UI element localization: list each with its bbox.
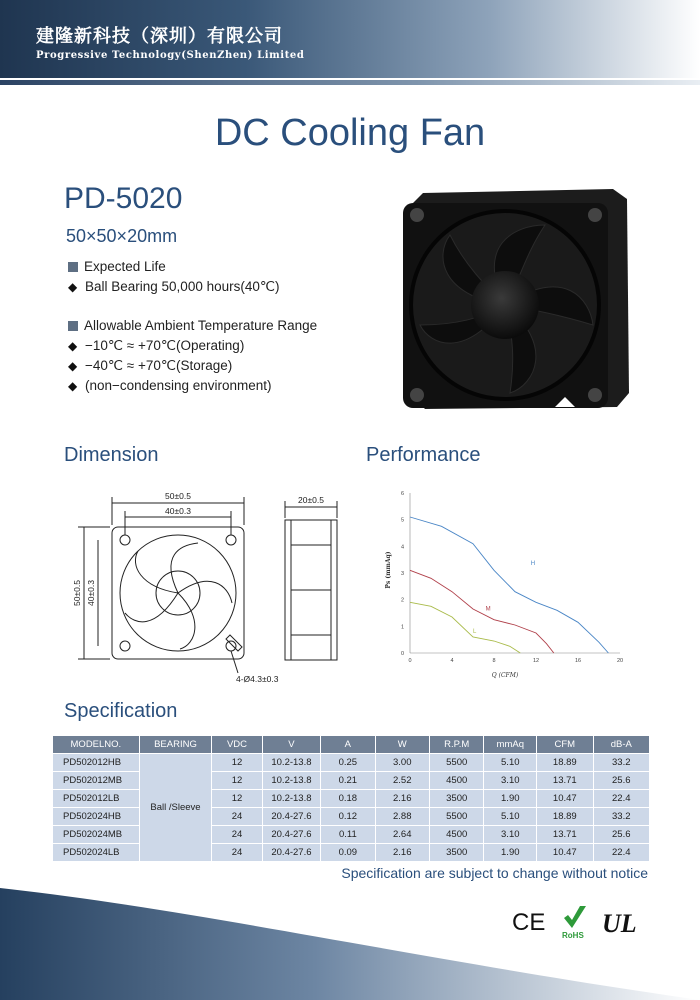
height-outer-label: 50±0.5 [72,580,82,606]
header-divider [0,80,700,85]
chart-ylabel: Ps (mmAq) [385,551,392,589]
header-a: A [321,736,375,754]
company-name-en: Progressive Technology(ShenZhen) Limited [36,50,305,61]
header-dba: dB-A [593,736,649,754]
specification-heading: Specification [64,700,178,722]
life-heading [68,259,166,274]
cell-a: 0.11 [321,826,375,844]
cell-mmaq: 1.90 [484,844,537,862]
cell-w: 2.88 [375,808,429,826]
cell-v: 20.4-27.6 [262,826,320,844]
fan-product-image [395,185,635,417]
header-rpm: R.P.M [429,736,484,754]
cell-rpm: 5500 [429,808,484,826]
header-w: W [375,736,429,754]
disclaimer-note: Specification are subject to change without notice [341,865,648,881]
y-tick-label: 0 [400,651,404,657]
cell-dba: 25.6 [593,826,649,844]
y-tick-label: 1 [400,624,404,631]
header-modelno: MODELNO. [53,736,140,754]
cell-mmaq: 3.10 [484,772,537,790]
cell-mmaq: 5.10 [484,754,537,772]
cell-v: 10.2-13.8 [262,772,320,790]
cell-cfm: 10.47 [537,790,593,808]
performance-heading: Performance [366,444,481,466]
company-name-cn: 建隆新科技（深圳）有限公司 [36,26,283,47]
temp-storage-text: −40℃ ≈ +70℃(Storage) [85,358,233,373]
cell-w: 2.64 [375,826,429,844]
series-label-m: M [485,606,491,613]
cell-dba: 22.4 [593,844,649,862]
cell-w: 2.16 [375,844,429,862]
cell-a: 0.18 [321,790,375,808]
temp-note-text: (non−condensing environment) [85,378,272,393]
holes-label: 4-Ø4.3±0.3 [236,674,279,684]
series-line-m [410,570,554,653]
cell-cfm: 18.89 [537,808,593,826]
cell-rpm: 4500 [429,772,484,790]
cell-rpm: 4500 [429,826,484,844]
y-tick-label: 3 [400,571,404,577]
cell-rpm: 3500 [429,790,484,808]
series-line-l [410,602,520,653]
specification-table [52,735,650,862]
cell-v: 20.4-27.6 [262,844,320,862]
square-bullet-icon [68,262,78,272]
diamond-bullet-icon: ◆ [68,280,78,294]
x-tick-label: 8 [492,658,496,664]
cell-w: 2.16 [375,790,429,808]
cell-mmaq: 3.10 [484,826,537,844]
product-size: 50×50×20mm [66,226,178,246]
square-bullet-icon [68,321,78,331]
cell-mmaq: 1.90 [484,790,537,808]
header-cfm: CFM [537,736,593,754]
series-label-l: L [473,629,477,635]
cell-mmaq: 5.10 [484,808,537,826]
cell-a: 0.25 [321,754,375,772]
cell-vdc: 24 [212,844,263,862]
header-mmaq: mmAq [484,736,537,754]
series-label-h: H [530,561,536,567]
cell-vdc: 24 [212,826,263,844]
cell-a: 0.12 [321,808,375,826]
page-title: DC Cooling Fan [214,112,486,154]
temp-heading [68,318,317,333]
cell-cfm: 10.47 [537,844,593,862]
header-bearing: BEARING [139,736,212,754]
rohs-mark: RoHS [562,931,584,940]
dimension-heading: Dimension [64,444,159,466]
series-line-h [410,517,608,653]
y-tick-label: 5 [400,517,404,524]
cell-a: 0.21 [321,772,375,790]
cell-model: PD502012LB [53,790,140,808]
cell-dba: 22.4 [593,790,649,808]
y-tick-label: 2 [400,597,404,604]
cell-v: 20.4-27.6 [262,808,320,826]
header-v: V [262,736,320,754]
diamond-bullet-icon: ◆ [68,339,78,353]
life-value [68,279,280,295]
cell-vdc: 12 [212,790,263,808]
cell-vdc: 12 [212,754,263,772]
depth-label: 20±0.5 [298,495,324,505]
cell-vdc: 12 [212,772,263,790]
performance-chart [380,485,630,680]
ce-mark: CE [512,909,546,936]
cell-cfm: 13.71 [537,772,593,790]
ul-mark: UL [602,909,637,938]
rohs-check-icon [564,906,586,928]
cell-model: PD502024HB [53,808,140,826]
cell-model: PD502024MB [53,826,140,844]
cell-v: 10.2-13.8 [262,790,320,808]
product-model: PD-5020 [64,182,183,215]
y-tick-label: 6 [400,491,404,497]
temp-heading-text: Allowable Ambient Temperature Range [84,318,318,333]
chart-xlabel: Q (CFM) [491,672,519,679]
life-heading-text: Expected Life [84,259,166,274]
cell-dba: 33.2 [593,808,649,826]
certification-logos [512,900,652,942]
x-tick-label: 12 [532,658,540,664]
cell-rpm: 3500 [429,844,484,862]
dimension-drawing [70,485,350,685]
life-value-text: Ball Bearing 50,000 hours(40℃) [85,279,280,294]
temp-operating-text: −10℃ ≈ +70℃(Operating) [85,338,245,353]
cell-v: 10.2-13.8 [262,754,320,772]
cell-dba: 25.6 [593,772,649,790]
x-tick-label: 4 [450,658,454,664]
cell-a: 0.09 [321,844,375,862]
cell-model: PD502012HB [53,754,140,772]
header-vdc: VDC [212,736,263,754]
cell-rpm: 5500 [429,754,484,772]
height-inner-label: 40±0.3 [86,580,96,606]
cell-cfm: 18.89 [537,754,593,772]
cell-model: PD502024LB [53,844,140,862]
cell-cfm: 13.71 [537,826,593,844]
cell-dba: 33.2 [593,754,649,772]
table-row [53,754,650,772]
diamond-bullet-icon: ◆ [68,359,78,373]
x-tick-label: 0 [408,658,412,664]
cell-w: 3.00 [375,754,429,772]
diamond-bullet-icon: ◆ [68,379,78,393]
cell-w: 2.52 [375,772,429,790]
cell-model: PD502012MB [53,772,140,790]
width-inner-label: 40±0.3 [165,506,191,516]
table-header-row [53,736,650,754]
y-tick-label: 4 [400,544,404,551]
cell-vdc: 24 [212,808,263,826]
cell-bearing: Ball /Sleeve [139,754,212,862]
temp-note [68,378,272,393]
temp-storage [68,358,232,374]
temp-operating [68,338,244,354]
x-tick-label: 16 [574,658,582,664]
width-outer-label: 50±0.5 [165,491,191,501]
x-tick-label: 20 [616,658,624,664]
